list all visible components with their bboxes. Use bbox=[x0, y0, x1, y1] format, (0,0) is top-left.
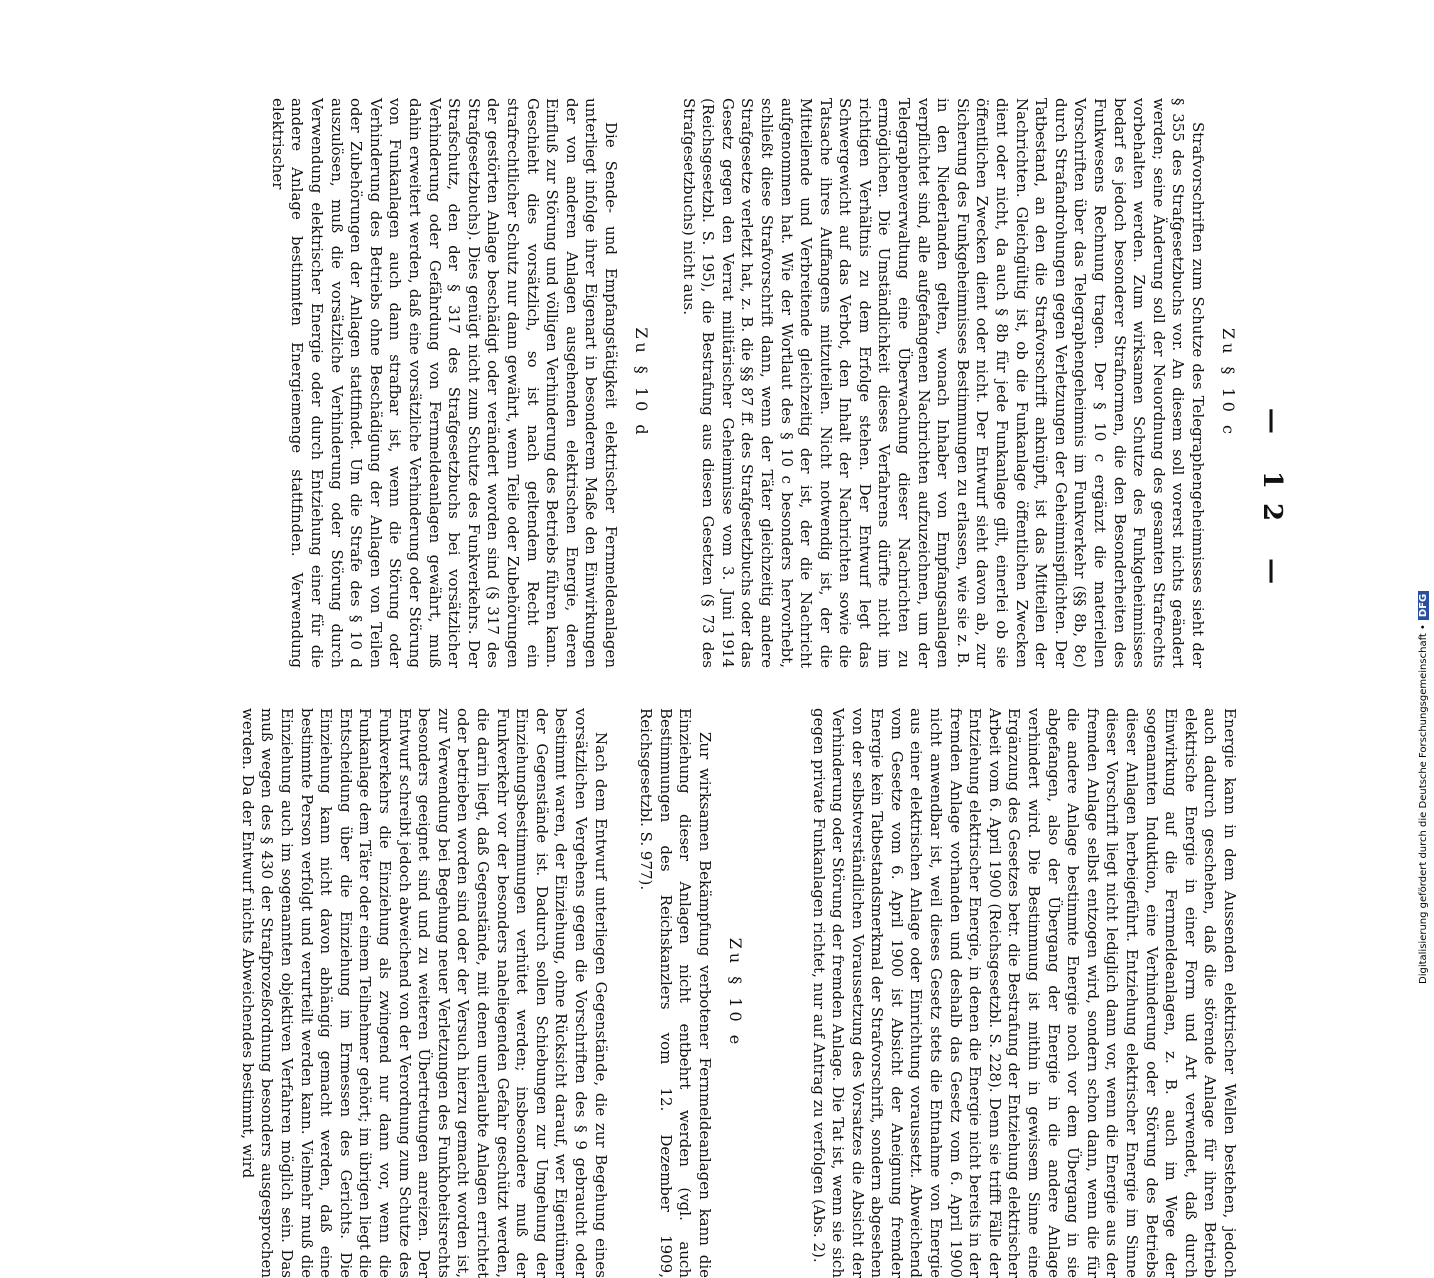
section-10c-text: Strafvorschriften zum Schutze des Telegraphengeheimnisses sieht der § 355 des Strafgesetzbuchs vor. An diesem soll vorerst nichts geändert werden; seine Änderung soll der Neuordnung des gesamten Strafrechts vorbehalten werden. Zum wirksamen Schutze des Funkgeheimnisses bedarf es jedoch besonderer Strafnormen, die den Besonderheiten des Funkwesens Rechnung tragen. Der § 10 c ergänzt die materiellen Vorschriften über das Telegraphengeheimnis im Funkverkehr (§§ 8b, 8c) durch Strafandrohungen gegen Verletzungen der Geheimnispflichten. Der Tatbestand, an den die Strafvorschrift anknüpft, ist das Mitteilen der Nachrichten. Gleichgültig ist, ob die Funkanlage öffentlichen Zwecken dient oder nicht, da auch § 8b für jede Funkanlage gilt, einerlei ob sie öffentlichen Zwecken dient oder nicht. Der Entwurf sieht davon ab, zur Sicherung des Funkgeheimnisses Bestimmungen zu erlassen, wie sie z. B. in den Niederlanden gelten, wonach Inhaber von Empfangsanlagen verpflichtet sind, alle aufgefangenen Nachrichten aufzuzeichnen, um der Telegraphenverwaltung eine Überwachung dieser Nachrichten zu ermöglichen. Die Umständlichkeit dieses Verfahrens dürfte nicht im richtigen Verhältnis zu dem Erfolge stehen. Der Entwurf legt das Schwergewicht auf das Verbot, den Inhalt der Nachrichten sowie die Tatsache ihres Auffangens mitzuteilen. Nicht notwendig ist, der die Mitteilende und Verbreitende gleichzeitig der ist, der die Nachricht aufgenommen hat. Wie der Wortlaut des § 10 c besonders hervorhebt, schließt diese Strafvorschrift dann, wenn der Täter gleichzeitig andere Strafgesetze verletzt hat, z. B. die §§ 87 ff. des Strafgesetzbuchs oder das Gesetz gegen den Verrat militärischer Geheimnisse vom 3. Juni 1914 (Reichsgesetzbl. S. 195), die Bestrafung aus diesen Gesetzen (§ 73 des Strafgesetzbuchs) nicht aus. bbox=[679, 98, 1207, 668]
section-10e-text-2: Nach dem Entwurf unterliegen Gegenstände, die zur Begehung eines vorsätzlichen Vergehens gegen die Vorschriften des § 9 gebraucht oder bestimmt waren, der Einziehung, ohne Rücksicht darauf, wer Eigentümer der Gegenstände ist. Dadurch sollen Schiebungen zur Umgehung der Einziehungsbestimmungen verhütet werden; insbesondere muß der Funkverkehr vor der besonders naheliegenden Gefahr geschützt werden, die darin liegt, daß Gegenstände, mit denen unerlaubte Anlagen errichtet oder betrieben worden sind oder der Versuch hierzu gemacht worden ist, zur Verwendung bei Begehung neuer Verletzungen des Funkhoheitsrechts besonders geeignet sind und zu weiteren Übertretungen anreizen. Der Entwurf schreibt jedoch abweichend von der Verordnung zum Schutze des Funkverkehrs die Einziehung als zwingend nur dann vor, wenn die Funkanlage dem Täter oder einem Teilnehmer gehört; im übrigen liegt die Entscheidung über die Einziehung im Ermessen des Gerichts. Die Einziehung kann nicht davon abhängig gemacht werden, daß eine bestimmte Person verfolgt und verurteilt werden kann. Vielmehr muß die Einziehung auch im sogenannten objektiven Verfahren möglich sein. Das muß wegen des § 430 der Strafprozeßordnung besonders ausgesprochen werden. Da der Entwurf nichts Abweichendes bestimmt, wird bbox=[238, 708, 610, 1278]
section-10d-continued-text: Energie kann in dem Aussenden elektrischer Wellen bestehen, jedoch auch dadurch geschehen, daß die störende Anlage für ihren Betrieb elektrische Energie in einer Form und Art verwendet, daß durch Einwirkung auf die Fernmeldeanlagen, z. B. auch im Wege der sogenannten Induktion, eine Verhinderung oder Störung des Betriebs dieser Anlagen herbeigeführt. Entziehung elektrischer Energie im Sinne dieser Vorschrift liegt nicht lediglich dann vor, wenn die Energie aus der fremden Anlage selbst entzogen wird, sondern schon dann, wenn die für die andere Anlage bestimmte Energie noch vor dem Übergang in sie abgefangen, also der Übergang der Energie in die andere Anlage verhindert wird. Die Bestimmung ist mithin in gewissem Sinne eine Ergänzung des Gesetzes betr. die Bestrafung der Entziehung elektrischer Arbeit vom 6. April 1900 (Reichsgesetzbl. S. 228). Denn sie trifft Fälle der Entziehung elektrischer Energie, in denen die Energie nicht bereits in der fremden Anlage vorhanden und deshalb das Gesetz vom 6. April 1900 nicht anwendbar ist, weil dieses Gesetz stets die Entnahme von Energie aus einer elektrischen Anlage oder Einrichtung voraussetzt. Abweichend vom Gesetze vom 6. April 1900 ist Absicht der Aneignung fremder Energie kein Tatbestandsmerkmal der Strafvorschrift, sondern abgesehen von der selbstverständlichen Voraussetzung des Vorsatzes die Absicht der Verhinderung oder Störung der fremden Anlage. Die Tat ist, wenn sie sich gegen private Funkanlagen richtet, nur auf Antrag zu verfolgen (Abs. 2). bbox=[809, 708, 1239, 1278]
digitization-credit-text: Digitalisierung gefördert durch die Deutsche Forschungsgemeinschaft • bbox=[1418, 624, 1429, 984]
scanned-page bbox=[87, 78, 1287, 1278]
dfg-logo: DFG bbox=[1418, 591, 1429, 620]
section-heading-10d: Zu § 10 d bbox=[631, 327, 651, 439]
section-heading-10c: Zu § 10 c bbox=[1219, 328, 1238, 438]
section-10e-text: Zur wirksamen Bekämpfung verbotener Fernmeldeanlagen kann die Einziehung dieser Anlagen nicht entbehrt werden (vgl. auch Bestimmungen des Reichskanzlers vom 12. Dezember 1909, Reichsgesetzbl. S. 977). bbox=[637, 708, 714, 1278]
right-column bbox=[238, 708, 1239, 1278]
section-heading-10e: Zu § 10 e bbox=[725, 937, 745, 1049]
page-number: — 12 — bbox=[1257, 407, 1287, 599]
digitization-credit bbox=[1418, 591, 1429, 984]
section-10d-text: Die Sende- und Empfangstätigkeit elektrischer Fernmeldeanlagen unterliegt infolge ihrer Eigenart in besonderem Maße den Einwirkungen der von anderen Anlagen ausgehenden elektrischen Energie, deren Einfluß zur Störung und völligen Verhinderung des Betriebs führen kann. Geschieht dies vorsätzlich, so ist nach geltendem Recht ein strafrechtlicher Schutz nur dann gewährt, wenn Teile oder Zubehörungen der gestörten Anlage beschädigt oder verändert worden sind (§ 317 des Strafgesetzbuchs). Dies genügt nicht zum Schutze des Funkverkehrs. Der Strafschutz, den der § 317 des Strafgesetzbuchs bei vorsätzlicher Verhinderung oder Gefährdung von Fernmeldeanlagen gewährt, muß dahin erweitert werden, daß eine vorsätzliche Verhinderung oder Störung von Funkanlagen auch dann strafbar ist, wenn die Störung oder Verhinderung des Betriebs ohne Beschädigung der Anlagen von Teilen oder Zubehörungen der Anlagen stattfindet. Um die Strafe des § 10 d auszulösen, muß die vorsätzliche Verhinderung oder Störung durch Verwendung elektrischer Energie oder durch Entziehung einer für die andere Anlage bestimmten Energiemenge stattfinden. Verwendung elektrischer bbox=[268, 98, 620, 668]
digitization-sidebar bbox=[1416, 0, 1434, 1000]
left-column bbox=[268, 98, 1239, 668]
